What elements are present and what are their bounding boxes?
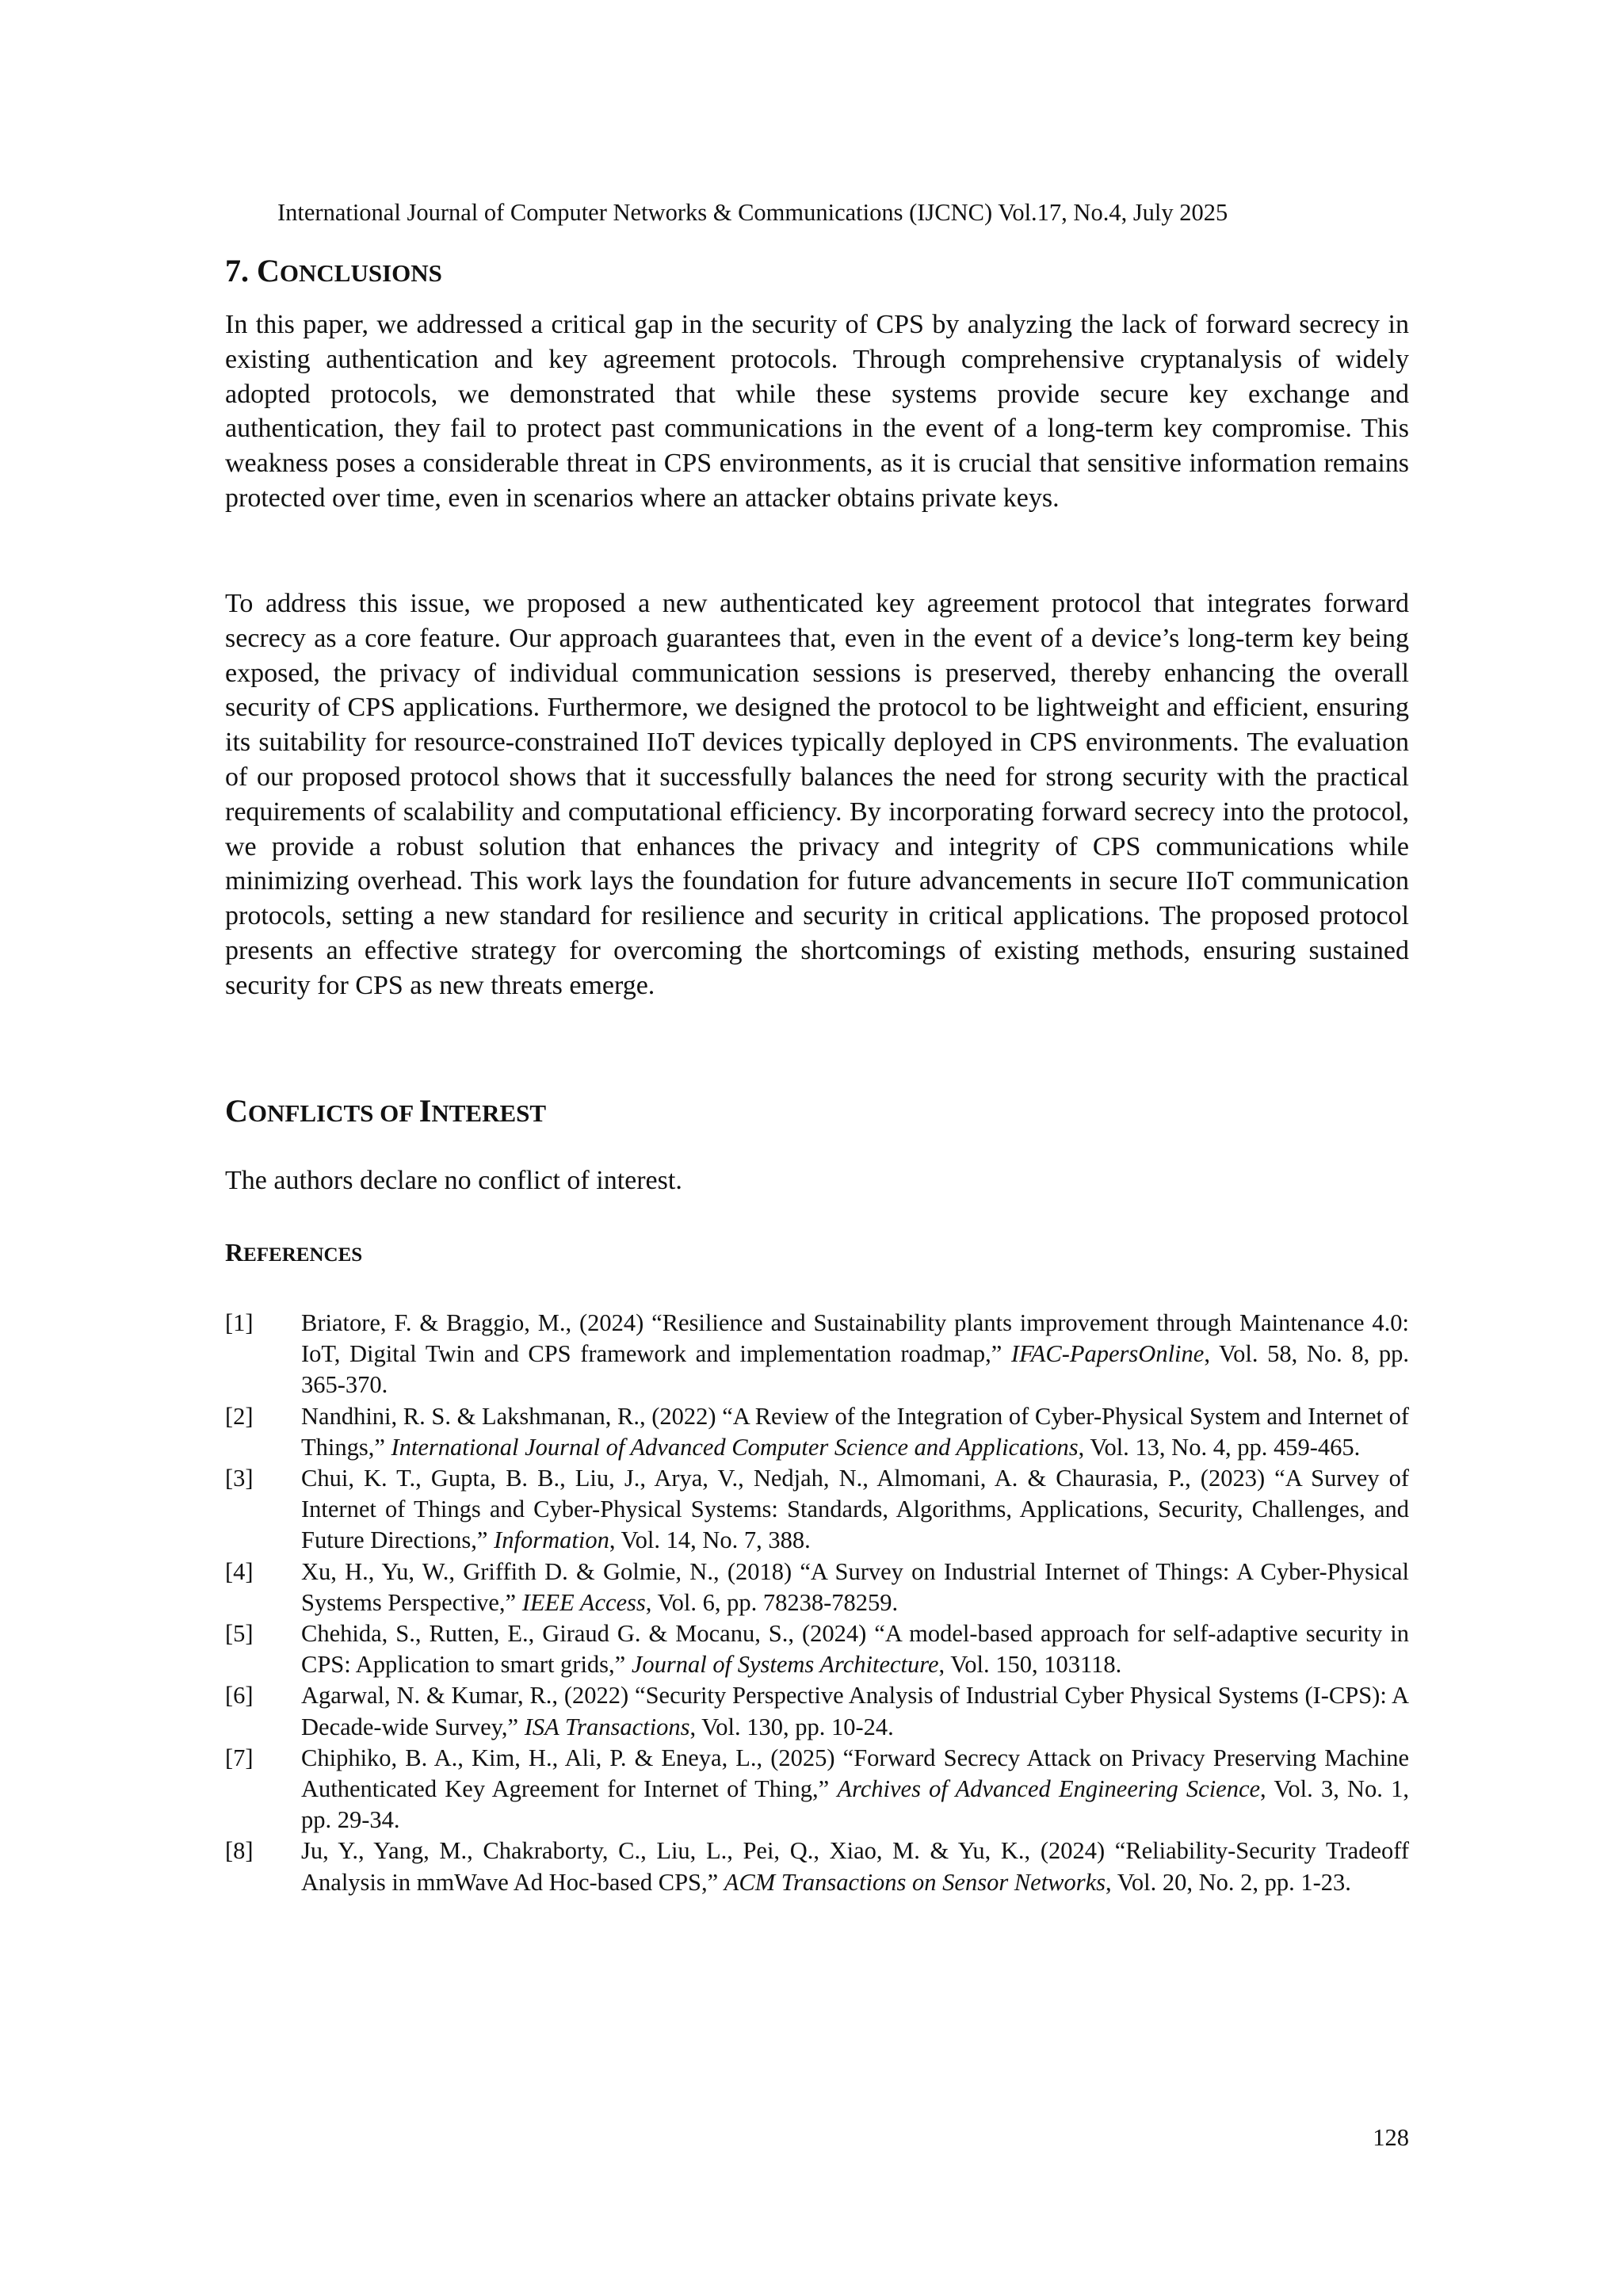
heading-rest: EFERENCES (243, 1244, 363, 1266)
reference-item (225, 1743, 1409, 1836)
reference-venue: Archives of Advanced Engineering Science (837, 1775, 1261, 1803)
reference-item (225, 1680, 1409, 1742)
conclusions-paragraph-2: To address this issue, we proposed a new authenticated key agreement protocol that integrates forward secrecy as a core feature. Our approach guarantees that, even in the event of a device’s long-term key being exposed, the privacy of individual communication sessions is preserved, thereby enhancing the overall security of CPS applications. Furthermore, we designed the protocol to be lightweight and efficient, ensuring its suitability for resource-constrained IIoT devices typically deployed in CPS environments. The evaluation of our proposed protocol shows that it successfully balances the need for strong security with the practical requirements of scalability and computational efficiency. By incorporating forward secrecy into the protocol, we provide a robust solution that enhances the privacy and integrity of CPS communications while minimizing overhead. This work lays the foundation for future advancements in secure IIoT communication protocols, setting a new standard for resilience and security in critical applications. The proposed protocol presents an effective strategy for overcoming the shortcomings of existing methods, ensuring sustained security for CPS as new threats emerge. (225, 589, 1409, 1000)
conclusions-paragraph-1: In this paper, we addressed a critical gap in the security of CPS by analyzing the lack of forward secrecy in existing authentication and key agreement protocols. Through comprehensive cryptanalysis of widely adopted protocols, we demonstrated that while these systems provide secure key exchange and authentication, they fail to protect past communications in the event of a long-term key compromise. This weakness poses a considerable threat in CPS environments, as it is crucial that sensitive information remains protected over time, even in scenarios where an attacker obtains private keys. (225, 310, 1409, 513)
reference-text: Ju, Y., Yang, M., Chakraborty, C., Liu, L., Pei, Q., Xiao, M. & Yu, K., (2024) “Reliability-Security Tradeoff Analysis in mmWave Ad Hoc-based CPS,” ACM Transactions on Sensor Networks, Vol. 20, No. 2, pp. 1-23. (301, 1837, 1409, 1896)
reference-number: [1] (225, 1309, 254, 1336)
heading-initial: C (257, 253, 280, 288)
references-heading (225, 1238, 362, 1267)
heading-connector: OF (373, 1099, 419, 1127)
conflicts-statement: The authors declare no conflict of interest. (225, 1166, 682, 1195)
reference-item (225, 1463, 1409, 1557)
page-number: 128 (1373, 2124, 1409, 2151)
reference-text: Nandhini, R. S. & Lakshmanan, R., (2022) “A Review of the Integration of Cyber-Physical System and Internet of Things,” International Journal of Advanced Computer Science and Applications, Vol. 13, No. 4, pp. 459-465. (301, 1402, 1409, 1461)
reference-number: [4] (225, 1557, 254, 1585)
heading-initial: R (225, 1238, 244, 1266)
conclusions-heading (225, 252, 442, 289)
heading-rest: ONFLICTS (247, 1099, 374, 1127)
reference-number: [6] (225, 1682, 254, 1710)
reference-venue: IEEE Access (521, 1588, 646, 1616)
heading-initial: C (225, 1093, 248, 1129)
reference-venue: ACM Transactions on Sensor Networks (724, 1868, 1106, 1896)
reference-text: Chehida, S., Rutten, E., Giraud G. & Mocanu, S., (2024) “A model-based approach for self-adaptive security in CPS: Application to smart grids,” Journal of Systems Architecture, Vol. 150, 103118. (301, 1620, 1409, 1679)
reference-venue: Journal of Systems Architecture (631, 1651, 939, 1679)
reference-text: Chui, K. T., Gupta, B. B., Liu, J., Arya, V., Nedjah, N., Almomani, A. & Chaurasia, P., (2023) “A Survey of Internet of Things and Cyber-Physical Systems: Standards, Algorithms, Applications, Security, Challenges, and Future Directions,” Information, Vol. 14, No. 7, 388. (301, 1465, 1409, 1554)
reference-item (225, 1836, 1409, 1897)
section-number: 7. (225, 253, 257, 288)
reference-item (225, 1557, 1409, 1618)
reference-venue: Information (494, 1526, 609, 1554)
reference-text: Chiphiko, B. A., Kim, H., Ali, P. & Eneya, L., (2025) “Forward Secrecy Attack on Privacy Preserving Machine Authenticated Key Agreement for Internet of Thing,” Archives of Advanced Engineering Science, Vol. 3, No. 1, pp. 29-34. (301, 1744, 1410, 1834)
reference-text: Briatore, F. & Braggio, M., (2024) “Resilience and Sustainability plants improvement through Maintenance 4.0: IoT, Digital Twin and CPS framework and implementation roadmap,” IFAC-PapersOnline, Vol. 58, No. 8, pp. 365-370. (301, 1309, 1409, 1399)
reference-text: Agarwal, N. & Kumar, R., (2022) “Security Perspective Analysis of Industrial Cyber Physical Systems (I-CPS): A Decade-wide Survey,” ISA Transactions, Vol. 130, pp. 10-24. (301, 1682, 1409, 1740)
heading-rest: ONCLUSIONS (279, 259, 442, 287)
reference-item (225, 1618, 1409, 1680)
reference-list (225, 1308, 1409, 1898)
heading-initial: I (418, 1093, 432, 1129)
reference-text: Xu, H., Yu, W., Griffith D. & Golmie, N., (2018) “A Survey on Industrial Internet of Things: A Cyber-Physical Systems Perspective,” IEEE Access, Vol. 6, pp. 78238-78259. (301, 1557, 1409, 1616)
reference-venue: ISA Transactions (524, 1713, 690, 1740)
reference-number: [3] (225, 1465, 254, 1492)
conflicts-heading (225, 1092, 546, 1129)
reference-venue: IFAC-PapersOnline (1010, 1340, 1205, 1368)
reference-number: [2] (225, 1402, 254, 1430)
running-header: International Journal of Computer Networks & Communications (IJCNC) Vol.17, No.4, July 2025 (277, 199, 1228, 226)
reference-item (225, 1308, 1409, 1401)
heading-rest: NTEREST (431, 1099, 547, 1127)
reference-venue: International Journal of Advanced Computer Science and Applications (391, 1433, 1079, 1461)
reference-number: [7] (225, 1744, 254, 1771)
reference-item (225, 1401, 1409, 1463)
reference-number: [8] (225, 1837, 254, 1865)
reference-number: [5] (225, 1620, 254, 1648)
